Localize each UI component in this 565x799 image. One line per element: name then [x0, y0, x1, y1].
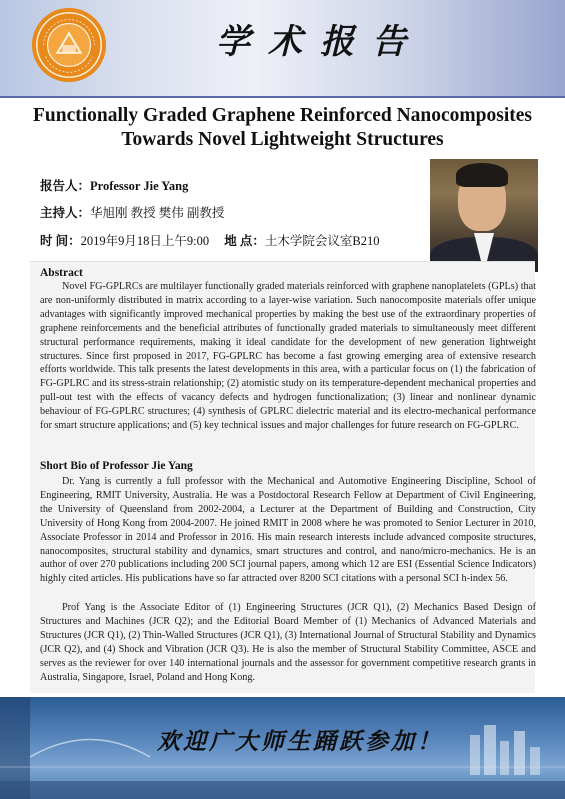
speaker-label: 报告人：: [40, 179, 91, 193]
place-value: 土木学院会议室B210: [264, 234, 380, 248]
page-title: 学术报告: [216, 22, 424, 62]
speaker-photo: [430, 159, 538, 272]
footer-banner: [0, 697, 565, 799]
host-names: 华旭刚 教授 樊伟 副教授: [90, 206, 225, 220]
place-label: 地 点：: [224, 234, 265, 248]
speaker-name: Professor Jie Yang: [90, 179, 189, 193]
talk-title-line-2: Towards Novel Lightweight Structures: [121, 129, 444, 150]
university-seal-logo: [30, 6, 108, 84]
photo-hair: [456, 163, 508, 187]
time-label: 时 间：: [40, 234, 81, 248]
speaker-row: [40, 176, 188, 194]
welcome-slogan: 欢迎广大师生踊跃参加！: [157, 728, 443, 755]
abstract-text: Novel FG-GPLRCs are multilayer functionally graded materials reinforced with graphene nanoplatelets (GPLs) that are non-uniformly distributed in matrix according to a layer-wise variation. Such nanocomposite materials offer unique advantages with significantly improved mechanical properties by making the best use of the extraordinary properties of graphene reinforcements and the beneficial attributes of functionally graded materials to simultaneously meet different structural performance requirements, making it ideal candidate for the development of new generation lightweight structures. Since first proposed in 2017, FG-GPLRC has become a fast growing emerging area of extensive research efforts worldwide. This talk presents the latest developments in this area, with a particular focus on (1) the fabrication of FG-GPLRC and its stress-strain relationship; (2) atomistic study on its temperature-dependent mechanical properties and pull-out test with the effects of vacancy defects and hydrogen functionalization; (3) linear and nonlinear dynamic behaviour of FG-GPLRC structures; (4) synthesis of GPLRC dielectric material and its electro-mechanical performance for smart structure applications; and (5) key technical issues and major challenges for future research on FG-GPLRC.: [40, 281, 536, 432]
bio-heading: Short Bio of Professor Jie Yang: [40, 460, 193, 472]
host-label: 主持人：: [40, 206, 91, 220]
talk-title: [20, 104, 545, 152]
bio-paragraph-1: Dr. Yang is currently a full professor with the Mechanical and Automotive Engineering Discipline, School of Engineering, RMIT University, Australia. He was a Postdoctoral Research Fellow at Department of Civil Engineering, the University of Queensland from 2002-2004, a Lecturer at the Department of Building and Construction, City University of Hong Kong from 2004-2007. He joined RMIT in 2008 where he was promoted to Senior Lecturer in 2010, Associate Professor in 2014 and Professor in 2016. His main research interests include advanced composite structures, nanocomposites, structural stability and dynamics, smart structures and control, and nano/micro-mechanics. He is an author of over 270 publications including 200 SCI journal papers, among which 12 are ESI (Essential Science Indicators) highly cited articles. His publications have so far attracted over 8200 SCI citations with a personal SCI h-index 56.: [40, 476, 536, 585]
time-value: 2019年9月18日上午9:00: [80, 234, 210, 248]
time-place-row: [40, 231, 379, 249]
bio-paragraph-2: Prof Yang is the Associate Editor of (1) Engineering Structures (JCR Q1), (2) Mechanics Based Design of Structures and Machines (JCR Q2); and the Editorial Board Member of (1) Mechanics of Advanced Materials and Structures (JCR Q1), (2) Thin-Walled Structures (JCR Q1), (3) International Journal of Structural Stability and Dynamics (JCR Q2), and (4) Shock and Vibration (JCR Q3). He is also the member of Structural Stability Committee, ASCE and serves as the reviewer for over 140 international journals and the assessor for government competitive research grants in Australia, Singapore, Israel, Poland and Hong Kong.: [40, 602, 536, 683]
header-banner: [0, 0, 565, 98]
talk-title-line-1: Functionally Graded Graphene Reinforced Nanocomposites: [32, 105, 533, 126]
host-row: [40, 203, 224, 221]
abstract-heading: Abstract: [40, 267, 83, 279]
